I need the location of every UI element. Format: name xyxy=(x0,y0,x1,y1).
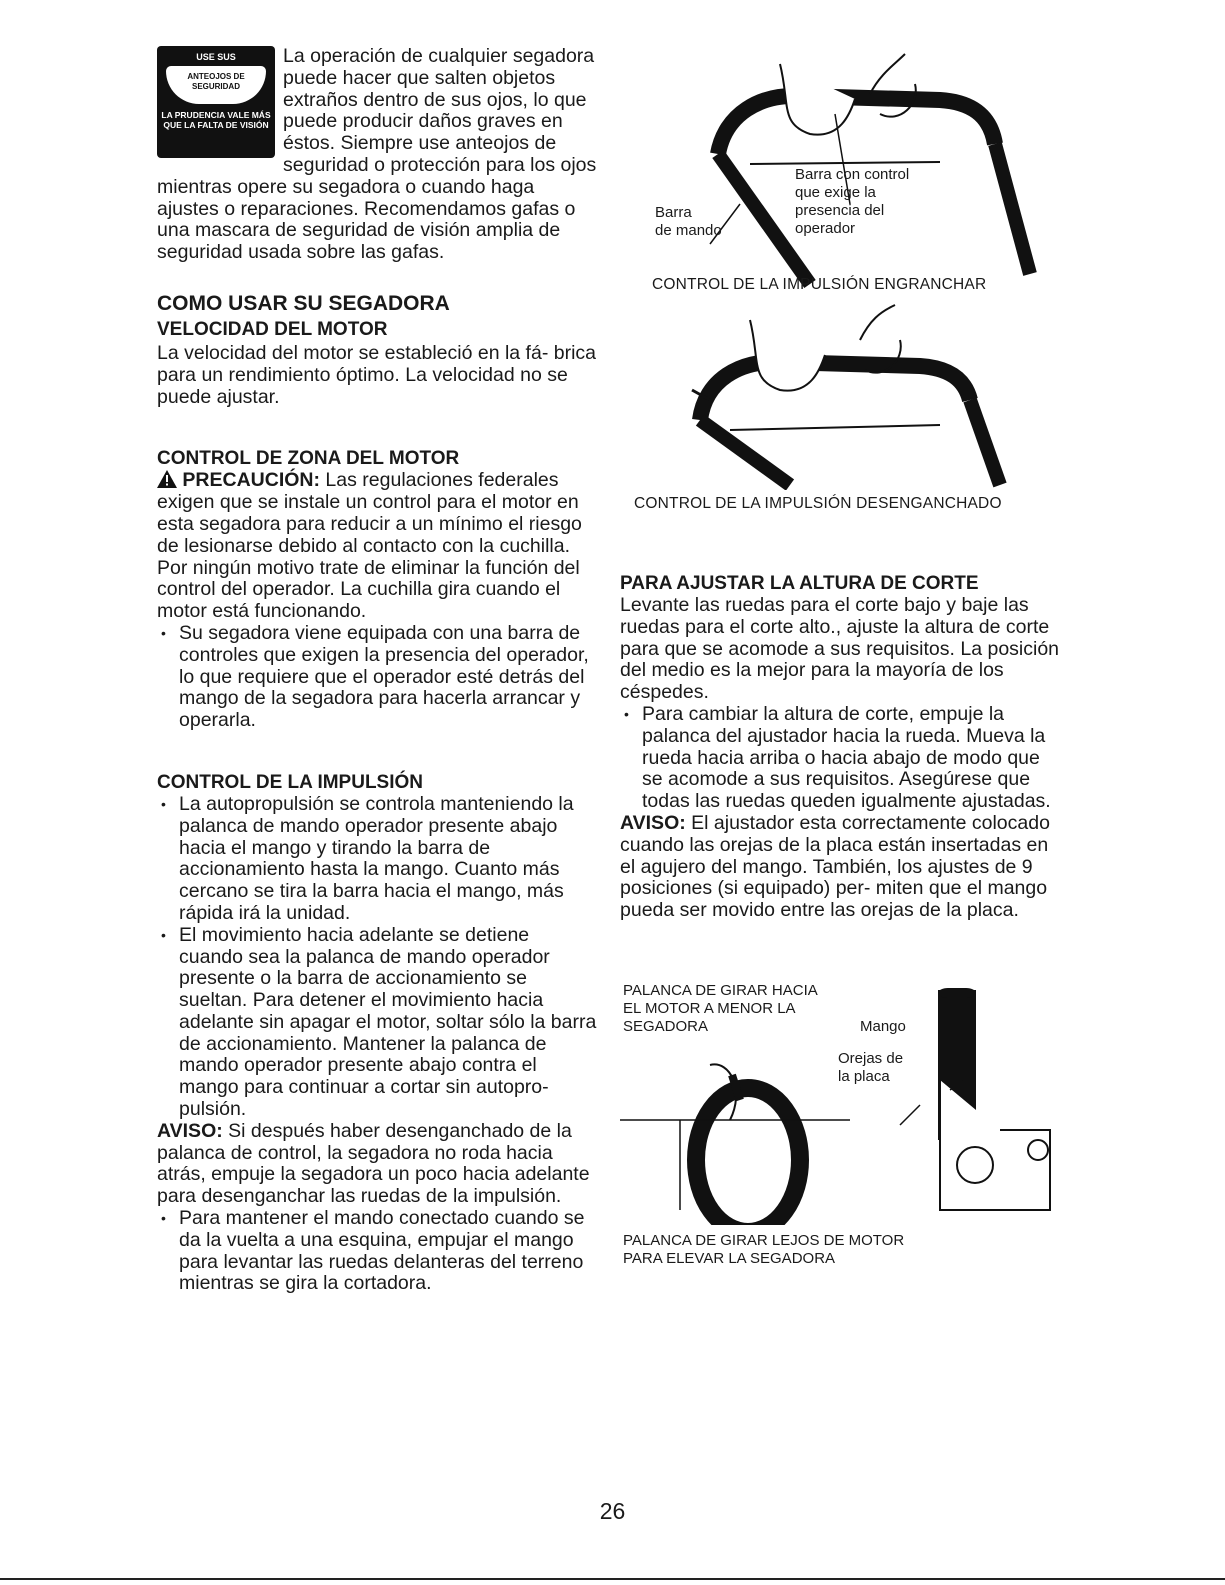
engine-speed-heading: VELOCIDAD DEL MOTOR xyxy=(157,318,388,340)
page-number: 26 xyxy=(599,1498,626,1524)
drive-control-list-2 xyxy=(157,1208,597,1295)
wheel-adjuster-illustration xyxy=(620,980,1060,1225)
goggles-icon: ANTEOJOS DE SEGURIDAD xyxy=(166,66,266,104)
label-lower-mower: PALANCA DE GIRAR HACIA EL MOTOR A MENOR LA SEGADORA xyxy=(623,982,818,1035)
engine-speed-text: La velocidad del motor se estableció en la fá- brica para un rendimiento óptimo. La velocidad no se puede ajustar. xyxy=(157,341,596,408)
bottom-divider xyxy=(0,1578,1225,1580)
section-title: COMO USAR SU SEGADORA xyxy=(157,291,450,315)
caution-label: PRECAUCIÓN: xyxy=(182,469,321,492)
drive-control-list xyxy=(157,794,597,1121)
caution-text: Las regulaciones federales exigen que se instale un control para el motor en esta segadora para reducir a un mínimo el riesgo de lesionarse debido al contacto con la cuchilla. Por ningún motivo trate de eliminar la función del control del operador. La cuchilla gira cuando el motor está funcionando. xyxy=(157,469,582,623)
label-handle: Mango xyxy=(860,1018,906,1035)
figure-caption-disengaged: CONTROL DE LA IMPULSIÓN DESENGANCHADO xyxy=(634,495,1002,512)
list-item: • Su segadora viene equipada con una barra de controles que exigen la presencia del operador, lo que requiere que el operador esté detrás del mango de la segadora para hacerla arrancar y operarla. xyxy=(157,623,597,732)
figure-drive-disengaged xyxy=(680,300,1040,490)
label-operator-bar: Barra con control que exige la presencia del operador xyxy=(795,166,910,237)
warning-triangle-icon xyxy=(157,470,177,488)
note-label: AVISO: xyxy=(157,1119,223,1142)
safety-glasses-badge xyxy=(157,46,275,158)
figure-height-adjuster xyxy=(620,980,1060,1270)
drive-note xyxy=(157,1121,597,1208)
intro-text: La operación de cualquier segadora puede hacer que salten objetos extraños dentro de sus ojos, lo que puede producir daños graves en éstos. Siempre use anteojos de seguridad o protección para los ojos mientras opere su segadora o cuando haga ajustes o reparaciones. Recomendamos gafas o una mascara de seguridad de visión amplia de seguridad usada sobre las gafas. xyxy=(157,45,597,264)
handle-disengaged-illustration xyxy=(680,300,1040,490)
left-column xyxy=(157,46,597,1295)
cut-height-heading: PARA AJUSTAR LA ALTURA DE CORTE xyxy=(620,573,979,594)
list-item: • El movimiento hacia adelante se detiene cuando sea la palanca de mando operador presente o la barra de accionamiento se sueltan. Para detener el movimiento hacia adelante sin apagar el motor, soltar sólo la barra de accionamiento. Mantener la palanca de mando operador presente abajo contra el mango para continuar a cortar sin autopro- pulsión. xyxy=(157,925,597,1121)
figure-drive-engaged xyxy=(640,44,1050,294)
list-item: • Para mantener el mando conectado cuando se da la vuelta a una esquina, empujar el mango para levantar las ruedas delanteras del terreno mientras se gira la cortadora. xyxy=(157,1208,597,1295)
engine-zone-caution xyxy=(157,470,597,623)
cut-height-note xyxy=(620,813,1060,922)
engine-zone-heading: CONTROL DE ZONA DEL MOTOR xyxy=(157,448,460,470)
label-plate-ears: Orejas de la placa xyxy=(838,1050,904,1085)
engine-zone-list xyxy=(157,623,597,732)
note-label: AVISO: xyxy=(620,811,686,834)
badge-line3: LA PRUDENCIA VALE MÁS QUE LA FALTA DE VISIÓN xyxy=(161,110,271,130)
drive-control-heading: CONTROL DE LA IMPULSIÓN xyxy=(157,771,423,793)
note-text: Si después haber desenganchado de la palanca de control, la segadora no roda hacia atrás, empuje la segadora un poco hacia adelante para desenganchar las ruedas de la impulsión. xyxy=(157,1119,590,1208)
note-text: El ajustador esta correctamente colocado cuando las orejas de la placa están insertadas en el agujero del mango. También, los ajustes de 9 posiciones (si equipado) per- miten que el mango pueda ser movido entre las orejas de la placa. xyxy=(620,811,1050,922)
list-item: • Para cambiar la altura de corte, empuje la palanca del ajustador hacia la rueda. Mueva la rueda hacia arriba o hacia abajo de modo que se acomode a sus requisitos. Asegúrese que todas las ruedas queden igualmente ajustadas. xyxy=(620,704,1060,813)
label-raise-mower: PALANCA DE GIRAR LEJOS DE MOTOR PARA ELEVAR LA SEGADORA xyxy=(623,1232,905,1267)
list-item: • La autopropulsión se controla manteniendo la palanca de mando operador presente abajo hacia el mango y tirando la barra de accionamiento hasta la mango. Cuanto más cercano se tira la barra hacia el mango, más rápida irá la unidad. xyxy=(157,794,597,925)
cut-height-list xyxy=(620,704,1060,813)
label-control-bar: Barra de mando xyxy=(655,204,722,239)
badge-line1: USE SUS xyxy=(196,52,236,62)
cut-height-text: Levante las ruedas para el corte bajo y baje las ruedas para el corte alto., ajuste la altura de corte para que se acomode a sus requisitos. La posición del medio es la mejor para la mayoría de los céspedes. xyxy=(620,594,1060,704)
cut-height-section xyxy=(620,573,1060,922)
figure-caption-engaged: CONTROL DE LA IMPULSIÓN ENGRANCHAR xyxy=(652,276,987,293)
